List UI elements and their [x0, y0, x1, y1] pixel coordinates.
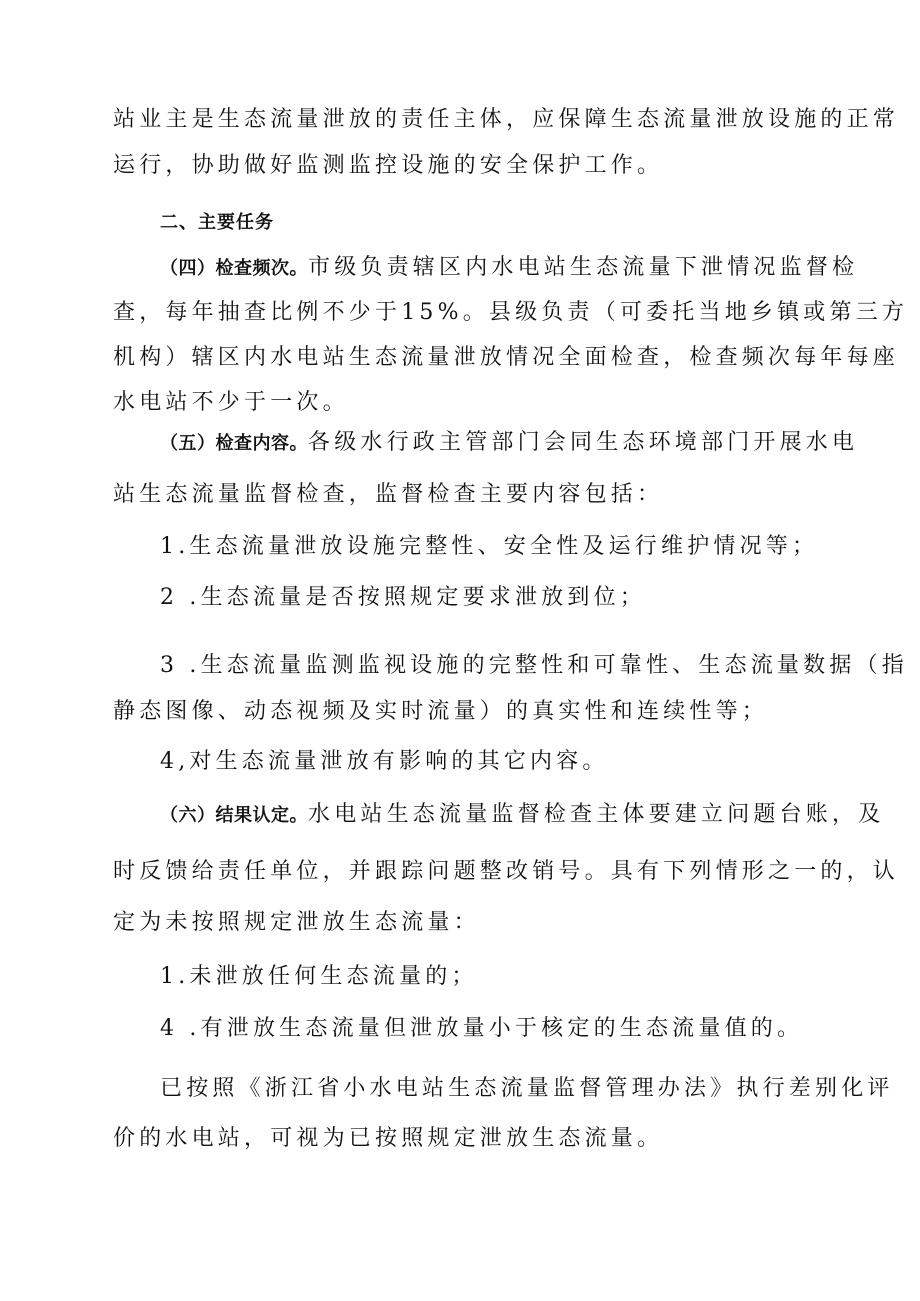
item-5-first-line [160, 428, 858, 459]
body-line: 站生态流量监督检查，监督检查主要内容包括： [113, 482, 664, 507]
list-item: 4,对生态流量泄放有影响的其它内容。 [160, 749, 609, 774]
item-4-text: 市级负责辖区内水电站生态流量下泄情况监督检 [308, 255, 859, 280]
item-4-label: （四）检查频次。 [160, 258, 308, 279]
item-6-text: 水电站生态流量监督检查主体要建立问题台账，及 [308, 802, 885, 827]
body-line: 定为未按照规定泄放生态流量： [113, 910, 480, 935]
body-line: 站业主是生态流量泄放的责任主体，应保障生态流量泄放设施的正常 [113, 107, 900, 132]
list-item: 1.生态流量泄放设施完整性、安全性及运行维护情况等； [160, 534, 819, 559]
item-6-first-line [160, 800, 884, 831]
list-item: 3 .生态流量监测监视设施的完整性和可靠性、生态流量数据（指 [160, 653, 908, 678]
body-line: 机构）辖区内水电站生态流量泄放情况全面检查，检查频次每年每座 [113, 345, 900, 370]
closing-line: 已按照《浙江省小水电站生态流量监督管理办法》执行差别化评 [160, 1076, 894, 1101]
body-line: 时反馈给责任单位，并跟踪问题整改销号。具有下列情形之一的，认 [113, 859, 900, 884]
list-item: 4 .有泄放生态流量但泄放量小于核定的生态流量值的。 [160, 1016, 804, 1041]
body-line: 运行，协助做好监测监控设施的安全保护工作。 [113, 153, 664, 178]
body-line: 查，每年抽查比例不少于15%。县级负责（可委托当地乡镇或第三方 [113, 300, 909, 325]
list-item-continuation: 静态图像、动态视频及实时流量）的真实性和连续性等； [113, 699, 769, 724]
body-line: 水电站不少于一次。 [113, 390, 349, 415]
item-6-label: （六）结果认定。 [160, 805, 308, 826]
item-5-text: 各级水行政主管部门会同生态环境部门开展水电 [308, 430, 859, 455]
closing-line: 价的水电站，可视为已按照规定泄放生态流量。 [113, 1126, 664, 1151]
item-4-first-line [160, 253, 858, 284]
section-heading: 二、主要任务 [160, 212, 274, 233]
item-5-label: （五）检查内容。 [160, 433, 308, 454]
list-item: 1.未泄放任何生态流量的； [160, 964, 478, 989]
list-item: 2 .生态流量是否按照规定要求泄放到位； [160, 585, 646, 610]
